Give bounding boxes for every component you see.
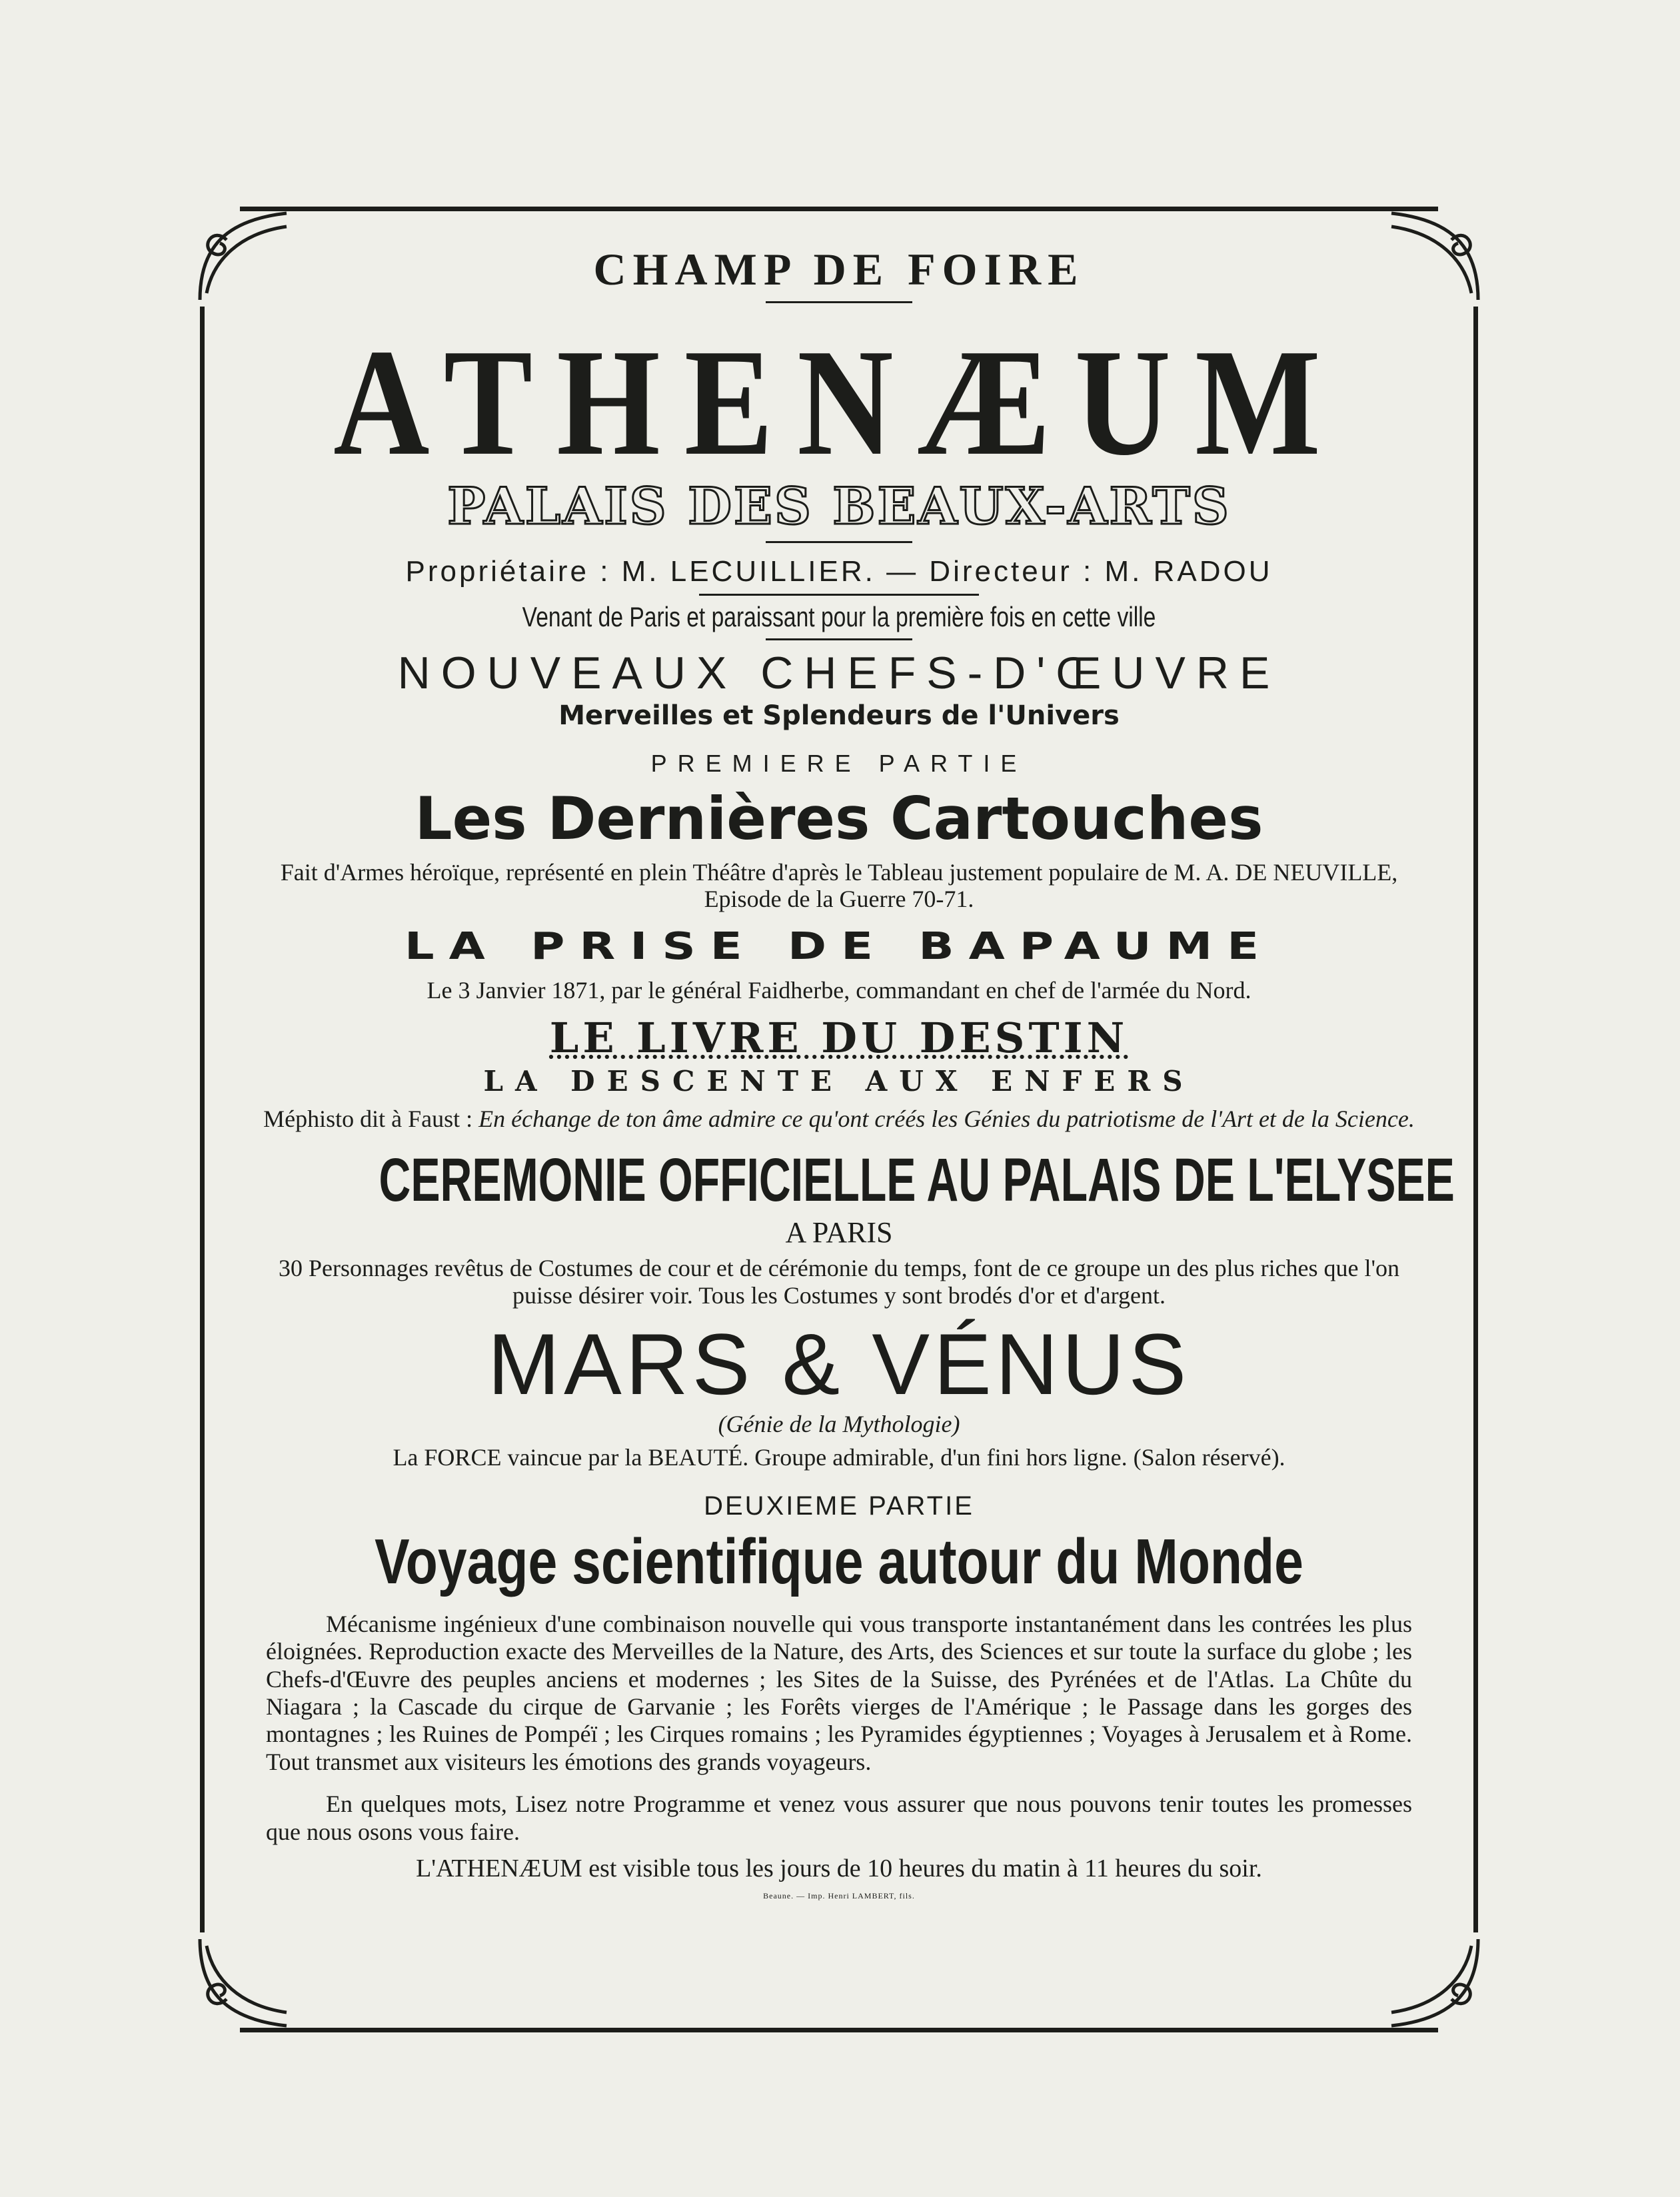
- heading-nouveaux: NOUVEAUX CHEFS-D'ŒUVRE: [397, 648, 1281, 698]
- text-programme: En quelques mots, Lisez notre Programme et venez vous assurer que nous pouvons tenir toutes les promesses que nous osons vous faire.: [266, 1791, 1412, 1845]
- text-force: La FORCE vaincue par la BEAUTÉ. Groupe admirable, d'un fini hors ligne. (Salon réservé).: [393, 1443, 1285, 1471]
- heading-champ-de-foire: CHAMP DE FOIRE: [593, 244, 1085, 295]
- border-bottom-rule: [240, 2028, 1438, 2032]
- heading-mars-venus: MARS & VÉNUS: [487, 1315, 1191, 1413]
- text-costumes: 30 Personnages revêtus de Costumes de cour et de cérémonie du temps, font de ce groupe un des plus riches que l'on puisse désirer voir. Tous les Costumes y sont brodés d'or et d'argent.: [278, 1254, 1400, 1309]
- venant-line: Venant de Paris et paraissant pour la première fois en cette ville: [522, 601, 1156, 632]
- divider: [699, 594, 979, 596]
- heading-voyage: Voyage scientifique autour du Monde: [375, 1525, 1303, 1597]
- heading-dernieres: Les Dernières Cartouches: [415, 784, 1263, 853]
- printer-imprint: Beaune. — Imp. Henri LAMBERT, fils.: [763, 1890, 915, 1900]
- heading-descente: LA DESCENTE AUX ENFERS: [483, 1065, 1195, 1098]
- corner-ornament-icon: [187, 1926, 307, 2046]
- heading-ceremonie: CEREMONIE OFFICIELLE AU PALAIS DE L'ELYSEE: [379, 1145, 1455, 1214]
- subheading-genie: (Génie de la Mythologie): [718, 1410, 960, 1437]
- divider: [766, 301, 912, 303]
- heading-palais: PALAIS DES BEAUX-ARTS: [447, 476, 1231, 536]
- text-visible-hours: L'ATHENÆUM est visible tous les jours de 10 heures du matin à 11 heures du soir.: [416, 1854, 1262, 1882]
- corner-ornament-icon: [1371, 1926, 1491, 2046]
- text-janvier: Le 3 Janvier 1871, par le général Faidherbe, commandant en chef de l'armée du Nord.: [426, 977, 1252, 1004]
- heading-prise: LA PRISE DE BAPAUME: [404, 924, 1274, 968]
- poster-content: [200, 220, 1478, 1901]
- mephisto-lead: Méphisto dit à Faust :: [263, 1105, 473, 1133]
- owners-line: Propriétaire : M. LECUILLIER. — Directeur : M. RADOU: [405, 555, 1273, 588]
- text-voyage-description: Mécanisme ingénieux d'une combinaison nouvelle qui vous transporte instantanément dans les contrées les plus éloignées. Reproduction exacte des Merveilles de la Nature, des Arts, des Sciences et sur toute la surface du globe ; les Chefs-d'Œuvre des peuples anciens et modernes ; les Sites de la Suisse, des Pyrénées et de l'Atlas. La Chûte du Niagara ; la Cascade du cirque de Garvanie ; les Forêts vierges de l'Amérique ; le Passage dans les gorges des montagnes ; les Ruines de Pompéï ; les Cirques romains ; les Pyramides égyptiennes ; Voyages à Jerusalem et à Rome. Tout transmet aux visiteurs les émotions des grands voyageurs.: [266, 1610, 1412, 1775]
- text-fait: Fait d'Armes héroïque, représenté en plein Théâtre d'après le Tableau justement populaire de M. A. DE NEUVILLE, Episode de la Guerre 70-71.: [280, 859, 1398, 912]
- divider: [766, 638, 912, 640]
- border-top-rule: [240, 207, 1438, 211]
- divider: [766, 541, 912, 543]
- subheading-merveilles: Merveilles et Splendeurs de l'Univers: [558, 700, 1120, 731]
- text-mephisto: [259, 1105, 1419, 1133]
- mephisto-quote: En échange de ton âme admire ce qu'ont créés les Génies du patriotisme de l'Art et de la Science.: [478, 1105, 1415, 1133]
- heading-athenaeum: ATHENÆUM: [333, 318, 1345, 488]
- section-label-partie1: PREMIERE PARTIE: [650, 750, 1028, 777]
- section-label-partie2: DEUXIEME PARTIE: [704, 1491, 974, 1521]
- heading-livre: LE LIVRE DU DESTIN: [549, 1014, 1129, 1063]
- subheading-a-paris: A PARIS: [785, 1215, 893, 1249]
